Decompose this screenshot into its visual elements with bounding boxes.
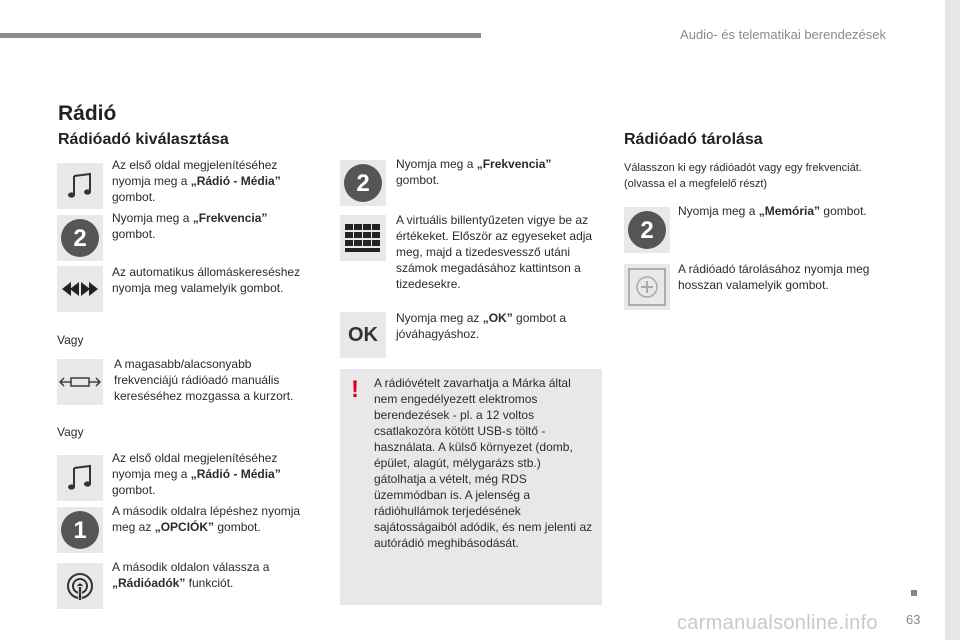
page-title: Rádió [58,102,117,125]
step-text: A magasabb/alacsonyabb frekvenciájú rádióadó manuális kereséséhez mozgassa a kurzort. [114,357,294,403]
page-number: 63 [906,612,921,627]
step-text: Az első oldal megjelenítéséhez nyomja meg a „Rádió - Média” gombot. [112,158,281,204]
step-text: Nyomja meg a „Memória” gombot. [678,204,867,218]
warning-text: A rádióvételt zavarhatja a Márka által nem engedélyezett elektromos berendezések - pl. a 12 voltos csatlakozóra kötött USB-s töltő -használata. A külső környezet (domb, épület, alagút, mélygarázs stb.) gátolhatja a vételt, még RDS üzemmódban is. A jelenség a rádióhullámok terjedésének sajátosságaiból adódik, és nem jelenti az autórádió meghibásodását. [374,376,593,550]
right-intro: Válasszon ki egy rádióadót vagy egy frekvenciát. (olvassa el a megfelelő részt) [624,162,862,190]
step-text: A virtuális billentyűzeten vigye be az értékeket. Először az egyeseket adja meg, majd a tizedesvessző utáni számok megadásához kattintson a tizedesekre. [396,213,593,291]
number-2-icon [624,207,670,253]
step-text: Nyomja meg az „OK” gombot a jóváhagyáshoz. [396,311,567,341]
step-text: A második oldalra lépéshez nyomja meg az „OPCIÓK” gombot. [112,504,301,534]
add-preset-icon [624,264,670,310]
svg-text:2: 2 [73,225,87,252]
slider-icon [57,359,103,405]
svg-text:2: 2 [640,217,654,244]
number-1-icon [57,507,103,553]
or-label: Vagy [57,425,84,439]
svg-text:2: 2 [356,170,370,197]
radio-antenna-icon [57,563,103,609]
left-section-heading: Rádióadó kiválasztása [58,131,229,148]
number-2-icon [340,160,386,206]
music-note-icon [57,455,103,501]
watermark: carmanualsonline.info [677,612,878,634]
header-bar [0,33,481,38]
header-title: Audio- és telematikai berendezések [680,27,886,42]
step-text: Nyomja meg a „Frekvencia” gombot. [112,211,268,241]
music-note-icon [57,163,103,209]
step-text: Az automatikus állomáskereséshez nyomja meg valamelyik gombot. [112,265,301,295]
right-section-heading: Rádióadó tárolása [624,131,763,148]
page-bullet [911,590,917,596]
ok-icon-label: OK [348,323,378,346]
step-text: Nyomja meg a „Frekvencia” gombot. [396,157,552,187]
warning-icon: ! [351,376,359,403]
side-rail [945,0,960,640]
seek-arrows-icon [57,266,103,312]
step-text: A rádióadó tárolásához nyomja meg hosszan valamelyik gombot. [678,262,870,292]
or-label: Vagy [57,333,84,347]
ok-icon [340,312,386,358]
keypad-icon [340,215,386,261]
step-text: Az első oldal megjelenítéséhez nyomja meg a „Rádió - Média” gombot. [112,451,281,497]
svg-text:1: 1 [73,517,87,544]
number-2-icon [57,215,103,261]
step-text: A második oldalon válassza a „Rádióadók” funkciót. [112,560,270,590]
